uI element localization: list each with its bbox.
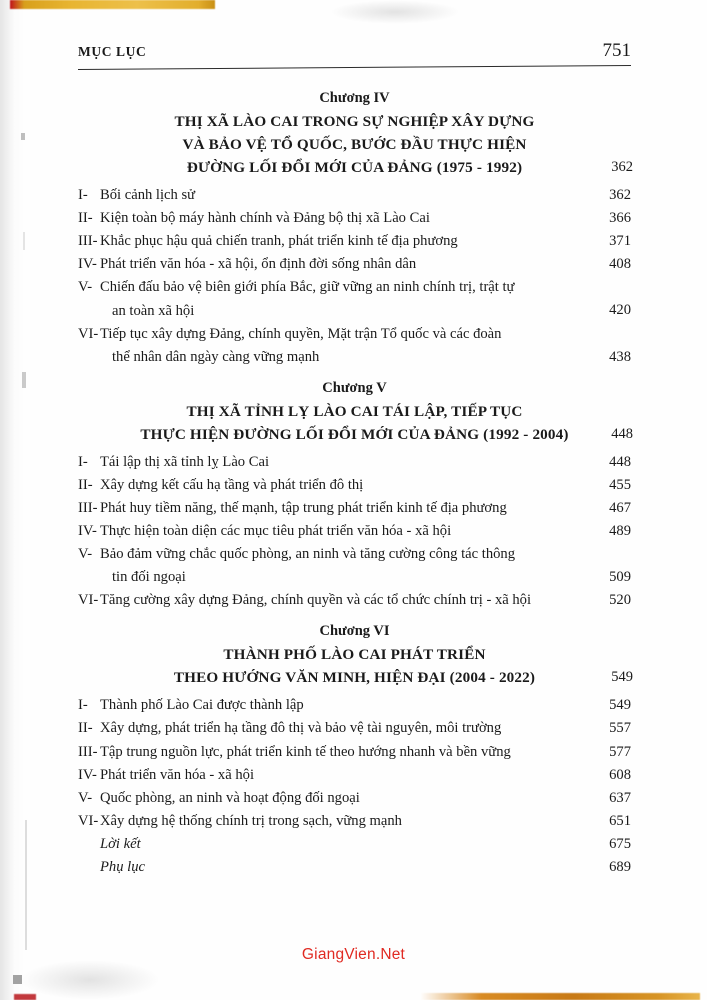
- chapter-title-line: VÀ BẢO VỆ TỔ QUỐC, BƯỚC ĐẦU THỰC HIỆN: [182, 136, 527, 154]
- page-number: 751: [602, 40, 631, 61]
- toc-entry-numeral: II-: [78, 476, 93, 493]
- toc-entry[interactable]: [78, 520, 631, 543]
- toc-entry[interactable]: [78, 764, 631, 787]
- toc-entry-label: Chiến đấu bảo vệ biên giới phía Bắc, giữ vững an ninh chính trị, trật tự: [100, 279, 515, 296]
- toc-entry-label: Bối cảnh lịch sử: [100, 187, 196, 204]
- toc-entry[interactable]: [78, 741, 631, 764]
- toc-entry-label: Tăng cường xây dựng Đảng, chính quyền và các tổ chức chính trị - xã hội: [100, 592, 532, 609]
- toc-entry-numeral: IV-: [78, 766, 97, 783]
- table-of-contents: [78, 88, 631, 879]
- toc-entry-folio: 408: [609, 256, 631, 273]
- toc-entry[interactable]: [78, 589, 631, 612]
- chapter-title-line: THEO HƯỚNG VĂN MINH, HIỆN ĐẠI (2004 - 2022) 549: [78, 666, 631, 689]
- chapter-heading: [78, 88, 631, 179]
- toc-entry-folio: 448: [609, 453, 631, 470]
- toc-entry-numeral: V-: [78, 546, 93, 563]
- toc-entry-numeral: II-: [78, 720, 93, 737]
- toc-entry-numeral: VI-: [78, 592, 99, 609]
- toc-entry[interactable]: [78, 810, 631, 833]
- running-header: [78, 40, 631, 70]
- toc-entry-folio: 675: [609, 835, 631, 852]
- chapter-label: Chương V: [322, 379, 387, 396]
- toc-entry-numeral: V-: [78, 789, 93, 806]
- toc-entry-label: Xây dựng kết cấu hạ tầng và phát triển đô thị: [100, 476, 364, 493]
- back-matter-list: [78, 833, 631, 879]
- toc-entry-label: Quốc phòng, an ninh và hoạt động đối ngoại: [100, 789, 360, 806]
- toc-entry-numeral: III-: [78, 743, 98, 760]
- chapter-title-line: THỰC HIỆN ĐƯỜNG LỐI ĐỔI MỚI CỦA ĐẢNG (1992 - 2004) 448: [78, 423, 631, 446]
- scan-smudge: [330, 0, 460, 24]
- toc-entry-folio: 420: [609, 302, 631, 319]
- book-cover-strip-top: [10, 0, 215, 9]
- toc-entry-label: Tái lập thị xã tỉnh lỵ Lào Cai: [100, 453, 270, 470]
- page-gutter-shadow: [0, 0, 26, 1000]
- toc-entry[interactable]: [78, 717, 631, 740]
- toc-entry-numeral: I-: [78, 697, 88, 714]
- toc-entry-numeral: IV-: [78, 256, 97, 273]
- toc-entry[interactable]: [78, 787, 631, 810]
- page-title: MỤC LỤC: [78, 44, 147, 59]
- toc-entry-folio: 509: [609, 569, 631, 586]
- toc-entry-label-continued: thể nhân dân ngày càng vững mạnh: [112, 348, 320, 365]
- toc-entry-folio: 577: [609, 743, 631, 760]
- scan-speck: [23, 232, 25, 250]
- toc-entry-label: Phát triển văn hóa - xã hội, ổn định đời sống nhân dân: [100, 256, 417, 273]
- toc-entry-numeral: III-: [78, 233, 98, 250]
- toc-entry-label: Xây dựng hệ thống chính trị trong sạch, vững mạnh: [100, 812, 402, 829]
- toc-entry-numeral: VI-: [78, 812, 99, 829]
- toc-entry-label: Phát huy tiềm năng, thế mạnh, tập trung phát triển kinh tế địa phương: [100, 499, 507, 516]
- scan-smudge: [20, 960, 160, 1000]
- toc-entry[interactable]: [78, 451, 631, 474]
- toc-entry[interactable]: [78, 276, 631, 322]
- toc-entry-numeral: VI-: [78, 325, 99, 342]
- spacer: [78, 369, 631, 378]
- spacer: [78, 612, 631, 621]
- toc-entry-numeral: I-: [78, 453, 88, 470]
- scan-speck: [25, 820, 27, 950]
- book-cover-strip-bottom: [420, 993, 700, 1000]
- chapter-heading: [78, 621, 631, 689]
- toc-entry-label: Kiện toàn bộ máy hành chính và Đảng bộ thị xã Lào Cai: [100, 210, 430, 227]
- toc-entry-label: Thành phố Lào Cai được thành lập: [100, 697, 304, 714]
- chapter-title-line: THÀNH PHỐ LÀO CAI PHÁT TRIỂN: [223, 646, 486, 664]
- scan-speck: [22, 372, 26, 388]
- chapter-title-line: ĐƯỜNG LỐI ĐỔI MỚI CỦA ĐẢNG (1975 - 1992) 362: [78, 156, 631, 179]
- toc-entry-folio: 371: [609, 233, 631, 250]
- toc-entry[interactable]: [78, 543, 631, 589]
- toc-entry-label: Phát triển văn hóa - xã hội: [100, 766, 255, 783]
- toc-entry[interactable]: [78, 497, 631, 520]
- toc-entry-folio: 689: [609, 858, 631, 875]
- toc-entry-label: Phụ lục: [100, 858, 145, 875]
- toc-entry-folio: 489: [609, 523, 631, 540]
- toc-entry-folio: 637: [609, 789, 631, 806]
- toc-entry-numeral: III-: [78, 499, 98, 516]
- chapter-label: Chương IV: [319, 90, 390, 106]
- toc-entry-numeral: II-: [78, 210, 93, 227]
- chapter-folio: 448: [611, 425, 633, 442]
- toc-entry-label-continued: tin đối ngoại: [112, 569, 186, 586]
- toc-entry[interactable]: [78, 474, 631, 497]
- chapter-heading: [78, 378, 631, 446]
- toc-entry-folio: 557: [609, 720, 631, 737]
- toc-entry[interactable]: [78, 230, 631, 253]
- toc-entry-folio: 362: [609, 187, 631, 204]
- toc-entry-label-continued: an toàn xã hội: [112, 302, 195, 319]
- toc-entry-label: Xây dựng, phát triển hạ tầng đô thị và bảo vệ tài nguyên, môi trường: [100, 720, 502, 737]
- toc-entry-numeral: V-: [78, 279, 93, 296]
- toc-entry-label: Bảo đảm vững chắc quốc phòng, an ninh và tăng cường công tác thông: [100, 546, 516, 563]
- chapter-entry-list: [78, 184, 631, 368]
- chapter-label: Chương VI: [319, 623, 390, 640]
- toc-entry-label: Tập trung nguồn lực, phát triển kinh tế theo hướng nhanh và bền vững: [100, 743, 511, 760]
- toc-entry-folio: 549: [609, 697, 631, 714]
- toc-entry-label: Khắc phục hậu quả chiến tranh, phát triển kinh tế địa phương: [100, 233, 458, 250]
- header-divider: [78, 65, 631, 70]
- chapter-entry-list: [78, 694, 631, 832]
- toc-entry-folio: 608: [609, 766, 631, 783]
- toc-entry-folio: 520: [609, 592, 631, 609]
- chapter-title-line: THỊ XÃ LÀO CAI TRONG SỰ NGHIỆP XÂY DỰNG: [174, 113, 535, 131]
- toc-entry-folio: 455: [609, 476, 631, 493]
- scan-speck: [21, 133, 25, 140]
- toc-entry-numeral: IV-: [78, 523, 97, 540]
- toc-entry-label: Thực hiện toàn diện các mục tiêu phát triển văn hóa - xã hội: [100, 523, 452, 540]
- chapter-entry-list: [78, 451, 631, 612]
- toc-entry[interactable]: [78, 207, 631, 230]
- toc-entry-label: Tiếp tục xây dựng Đảng, chính quyền, Mặt trận Tổ quốc và các đoàn: [100, 325, 502, 342]
- chapter-folio: 362: [611, 159, 633, 176]
- watermark: GiangVien.Net: [301, 946, 406, 963]
- toc-entry-folio: 467: [609, 499, 631, 516]
- toc-entry[interactable]: [78, 253, 631, 276]
- toc-entry-folio: 438: [609, 348, 631, 365]
- toc-entry-folio: 366: [609, 210, 631, 227]
- toc-entry[interactable]: [78, 323, 631, 369]
- toc-entry[interactable]: [78, 833, 631, 856]
- toc-entry-label: Lời kết: [100, 835, 141, 852]
- toc-entry[interactable]: [78, 184, 631, 207]
- chapter-folio: 549: [611, 669, 633, 686]
- chapter-title-line: THỊ XÃ TỈNH LỴ LÀO CAI TÁI LẬP, TIẾP TỤC: [186, 402, 523, 420]
- toc-entry-numeral: I-: [78, 187, 88, 204]
- toc-entry-folio: 651: [609, 812, 631, 829]
- toc-entry[interactable]: [78, 694, 631, 717]
- toc-entry[interactable]: [78, 856, 631, 879]
